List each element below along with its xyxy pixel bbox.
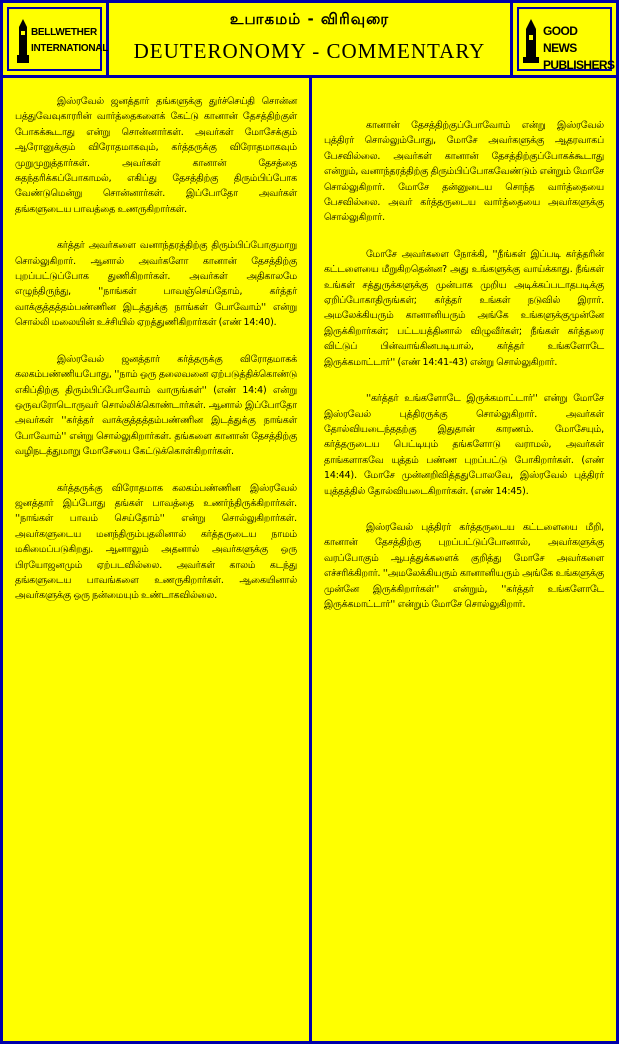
- good-news-logo-box: [510, 3, 616, 75]
- paragraph: மோசே அவர்களை நோக்கி, ''நீங்கள் இப்படி கர்த்தரின் கட்டளையை மீறுகிறதென்ன? அது உங்களுக்கு வாய்க்காது. நீங்கள் உங்கள் சத்துருக்களுக்கு முன்பாக முறிய அடிக்கப்படாதபடிக்கு ஏறிப்போகாதிருங்கள்; கர்த்தர் உங்கள் நடுவில் இரார். அமலேக்கியரும் கானானியரும் அங்கே உங்களுக்குமுன்னே இருக்கிறார்கள்; பட்டயத்தினால் விழுவீர்கள்; நீங்கள் கர்த்தரை விட்டுப் பின்வாங்கினபடியால், கர்த்தர் உங்களோடே இருக்கமாட்டார்'' (எண் 14:41-43) என்று சொல்லுகிறார்.: [324, 248, 604, 368]
- paragraph: இஸ்ரவேல் புத்திரர் கர்த்தருடைய கட்டளையை மீறி, கானான் தேசத்திற்கு புறப்பட்டுப்போனால், அவர்களுக்கு வரப்போகும் ஆபத்துக்களைக் குறித்து மோசே அவர்களை எச்சரிக்கிறார். ''அமலேக்கியரும் கானானியரும் அங்கே உங்களுக்கு முன்னே இருக்கிறார்கள்'' என்றும், ''கர்த்தர் உங்களோடே இருக்கமாட்டார்'' என்றும் மோசே சொல்லுகிறார்.: [324, 521, 604, 610]
- left-column: [0, 78, 312, 1044]
- bellwether-logo-text: BELLWETHER INTERNATIONAL: [31, 27, 109, 54]
- right-column: [309, 78, 619, 1044]
- page-header: [0, 0, 619, 78]
- title-area: [109, 3, 510, 75]
- english-title: DEUTERONOMY - COMMENTARY: [133, 39, 486, 63]
- tamil-title: உபாகமம் - விரிவுரை: [229, 10, 390, 28]
- paragraph: இஸ்ரவேல் ஜனத்தார் தங்களுக்கு துர்ச்செய்தி சொன்ன பத்துவேவுகாரரின் வார்த்தைகளைக் கேட்டு கானான் தேசத்திற்குள் போகக்கூடாது என்று சொன்னார்கள். அவர்கள் மோசேக்கும் ஆரோனுக்கும் விரோதமாகவும், கர்த்தருக்கு விரோதமாகவும் முறுமுறுத்தார்கள். அவர்கள் கானான் தேசத்தை சுதந்தரிக்கப்போகாமல், எகிப்து தேசத்திற்கு திரும்பிப்போக வேண்டுமென்று சொன்னார்கள். இப்போதோ அவர்கள் தங்களுடைய பாவத்தை உணருகிறார்கள்.: [15, 96, 297, 215]
- paragraph: கர்த்தருக்கு விரோதமாக கலகம்பண்ணின இஸ்ரவேல் ஜனத்தார் இப்போது தங்கள் பாவத்தை உணர்ந்திருக்கிறார்கள். ''நாங்கள் பாவம் செய்தோம்'' என்று சொல்லுகிறார்கள். அவர்களுடைய மனந்திரும்புதலினால் கர்த்தருடைய நாமம் மகிமைப்படுகிறது. ஆனாலும் அதனால் அவர்களுக்கு ஒரு பிரயோஜனமும் ஏற்படவில்லை. அவர்கள் காலம் கடந்து தங்களுடைய பாவங்களை உணருகிறார்கள். ஆகையினால் அவர்களுக்கு ஒரு நன்மையும் உண்டாகவில்லை.: [15, 482, 297, 602]
- good-news-logo: [517, 7, 615, 72]
- paragraph: கர்த்தர் அவர்களை வனாந்தரத்திற்கு திரும்பிப்போகுமாறு சொல்லுகிறார். ஆனால் அவர்களோ கானான் தேசத்திற்கு புறப்பட்டுப்போக துணிகிறார்கள். அவர்கள் அதிகாலமே எழுந்திருந்து, ''நாங்கள் பாவஞ்செய்தோம், கர்த்தர் வாக்குத்தத்தம்பண்ணின இடத்துக்கு நாங்கள் போவோம்'' என்று சொல்லி மலையின் உச்சியில் ஏறத்துணிகிறார்கள் (எண் 14:40).: [15, 240, 297, 329]
- paragraph: கானான் தேசத்திற்குப்போவோம் என்று இஸ்ரவேல் புத்திரர் சொல்லும்போது, மோசே அவர்களுக்கு ஆதரவாகப் பேசவில்லை. அவர்கள் கானான் தேசத்திற்குப்போகக்கூடாது என்றும், வனாந்தரத்திற்கு திரும்பிப்போகவேண்டும் என்றும் மோசே சொல்லுகிறார். மோசே தன்னுடைய சொந்த வார்த்தையை பேசவில்லை. அவர் கர்த்தருடைய வார்த்தையை அவர்களுக்கு சொல்லுகிறார்.: [324, 120, 604, 224]
- paragraph: ''கர்த்தர் உங்களோடே இருக்கமாட்டார்'' என்று மோசே இஸ்ரவேல் புத்திரருக்கு சொல்லுகிறார். அவர்கள் தோல்வியடைந்ததற்கு இதுதான் காரணம். மோசேயும், கர்த்தருடைய பெட்டியும் தங்களோடு வராமல், அவர்கள் தாங்களாகவே யுத்தம் பண்ண புறப்பட்டு போகிறார்கள். (எண் 14:44). மோசே முன்னறிவித்ததுபோலவே, இஸ்ரவேல் புத்திரர் யுத்தத்தில் தோல்வியடைகிறார்கள். (எண் 14:45).: [324, 393, 604, 497]
- tower-icon: [523, 19, 539, 63]
- bellwether-logo-box: [3, 3, 109, 75]
- paragraph: இஸ்ரவேல் ஜனத்தார் கர்த்தருக்கு விரோதமாகக் கலகம்பண்ணியபோது, ''நாம் ஒரு தலைவனை ஏற்படுத்திக்கொண்டு எகிப்திற்கு திரும்பிப்போவோம் வாருங்கள்'' (எண் 14:4) என்று ஒருவரோடொருவர் சொல்லிக்கொண்டார்கள். ஆனால் இப்போதோ அவர்கள் ''கர்த்தர் வாக்குத்தத்தம்பண்ணின இடத்துக்கு நாங்கள் போவோம்'' என்று சொல்லுகிறார்கள். தங்களை கானான் தேசத்திற்கு வழிநடத்துமாறு மோசேயை கேட்டுக்கொள்கிறார்கள்.: [15, 353, 297, 458]
- bellwether-logo: [7, 7, 109, 71]
- bell-tower-icon: [15, 19, 31, 63]
- good-news-logo-text: GOOD NEWS PUBLISHERS: [543, 24, 615, 72]
